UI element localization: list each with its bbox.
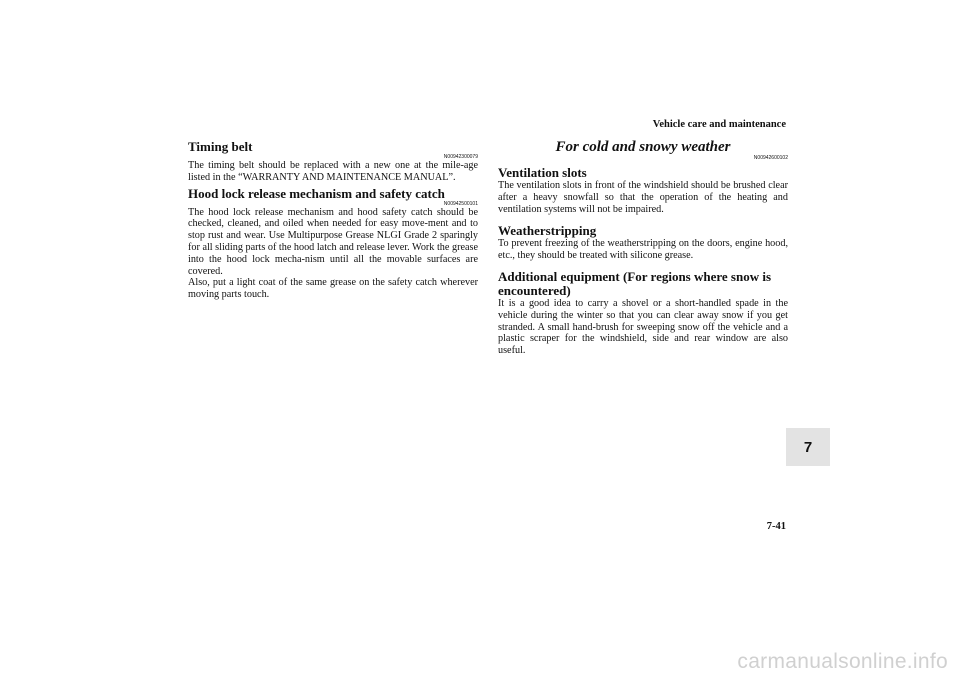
section-heading-weatherstripping: Weatherstripping bbox=[498, 223, 597, 239]
section-code: N00942500101 bbox=[443, 200, 478, 207]
paragraph: The timing belt should be replaced with a new one at the mile-age listed in the “WARRANTY AND MAINTENANCE MANUAL”. bbox=[188, 160, 478, 183]
page-number: 7-41 bbox=[766, 521, 786, 532]
right-column bbox=[498, 139, 788, 357]
section-heading-hood-lock: Hood lock release mechanism and safety catch bbox=[188, 185, 445, 201]
watermark: carmanualsonline.info bbox=[737, 650, 948, 673]
chapter-section-title: For cold and snowy weather bbox=[555, 139, 731, 155]
section-heading-additional-equipment: Additional equipment (For regions where snow is encountered) bbox=[498, 268, 772, 298]
paragraph: The hood lock release mechanism and hood safety catch should be checked, cleaned, and oiled when needed for easy move-ment and to stop rust and wear. Use Multipurpose Grease NLGI Grade 2 sparingly for all sliding parts of the hood latch and release lever. Work the grease into the hood lock mecha-nism until all the movable surfaces are covered. bbox=[188, 206, 478, 277]
chapter-tab: 7 bbox=[786, 428, 830, 466]
running-header: Vehicle care and maintenance bbox=[652, 119, 786, 130]
paragraph: Also, put a light coat of the same grease on the safety catch wherever moving parts touch. bbox=[188, 277, 478, 301]
left-column bbox=[188, 139, 478, 301]
paragraph: The ventilation slots in front of the windshield should be brushed clear after a heavy snowfall so that the operation of the heating and ventilation systems will not be impaired. bbox=[498, 180, 788, 215]
paragraph: To prevent freezing of the weatherstripping on the doors, engine hood, etc., they should be treated with silicone grease. bbox=[498, 238, 788, 262]
section-code: N00942600102 bbox=[753, 155, 788, 161]
section-heading-timing-belt: Timing belt bbox=[188, 139, 253, 154]
section-heading-ventilation: Ventilation slots bbox=[498, 165, 587, 180]
paragraph: It is a good idea to carry a shovel or a short-handled spade in the vehicle during the winter so that you can clear away snow if you get stranded. A small hand-brush for sweeping snow off the vehicle and a plastic scraper for the windshield, side and rear window are also useful. bbox=[498, 297, 788, 357]
section-code: N00942300079 bbox=[443, 154, 478, 160]
